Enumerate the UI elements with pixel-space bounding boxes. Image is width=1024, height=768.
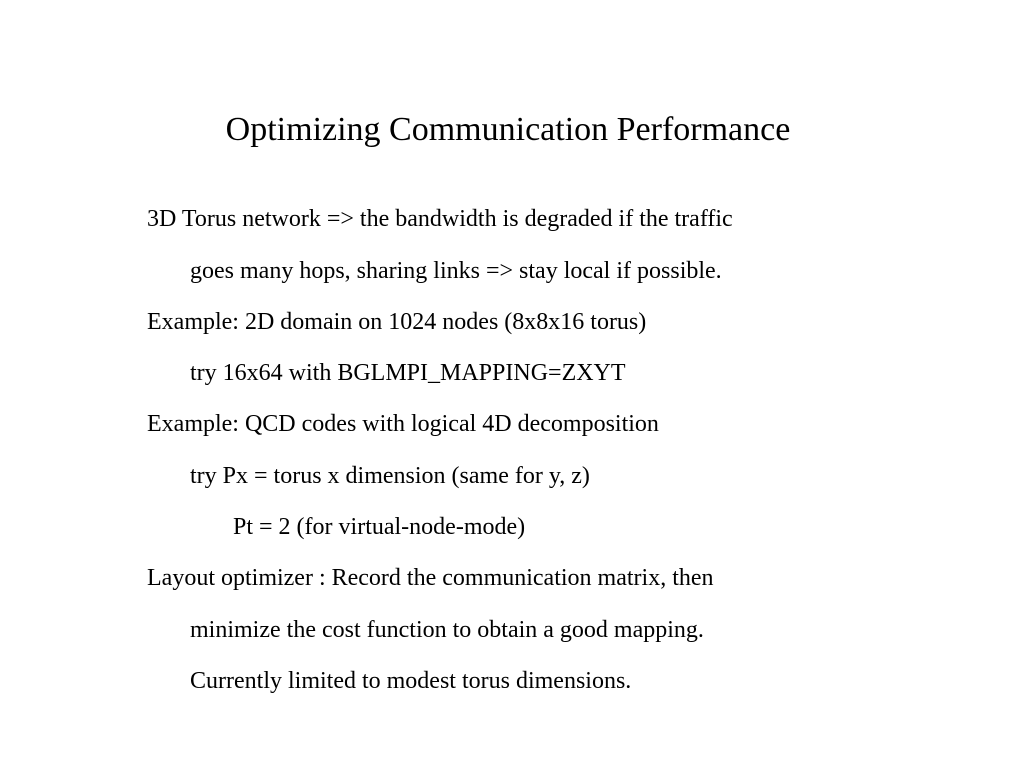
- bullet-layout-optimizer-limit: Currently limited to modest torus dimensions.: [190, 668, 632, 694]
- sub-sub-bullet-pt: Pt = 2 (for virtual-node-mode): [233, 514, 526, 540]
- bullet-example-2d-domain: Example: 2D domain on 1024 nodes (8x8x16 torus): [147, 309, 647, 335]
- slide-title: Optimizing Communication Performance: [225, 111, 791, 148]
- bullet-torus-network-cont: goes many hops, sharing links => stay local if possible.: [190, 258, 722, 284]
- bullet-example-qcd: Example: QCD codes with logical 4D decomposition: [147, 411, 659, 437]
- sub-bullet-try-16x64: try 16x64 with BGLMPI_MAPPING=ZXYT: [190, 360, 626, 386]
- bullet-layout-optimizer-cont: minimize the cost function to obtain a good mapping.: [190, 617, 704, 643]
- bullet-torus-network: 3D Torus network => the bandwidth is degraded if the traffic: [147, 206, 733, 232]
- sub-bullet-try-px: try Px = torus x dimension (same for y, z): [190, 463, 590, 489]
- bullet-layout-optimizer: Layout optimizer : Record the communication matrix, then: [147, 565, 714, 591]
